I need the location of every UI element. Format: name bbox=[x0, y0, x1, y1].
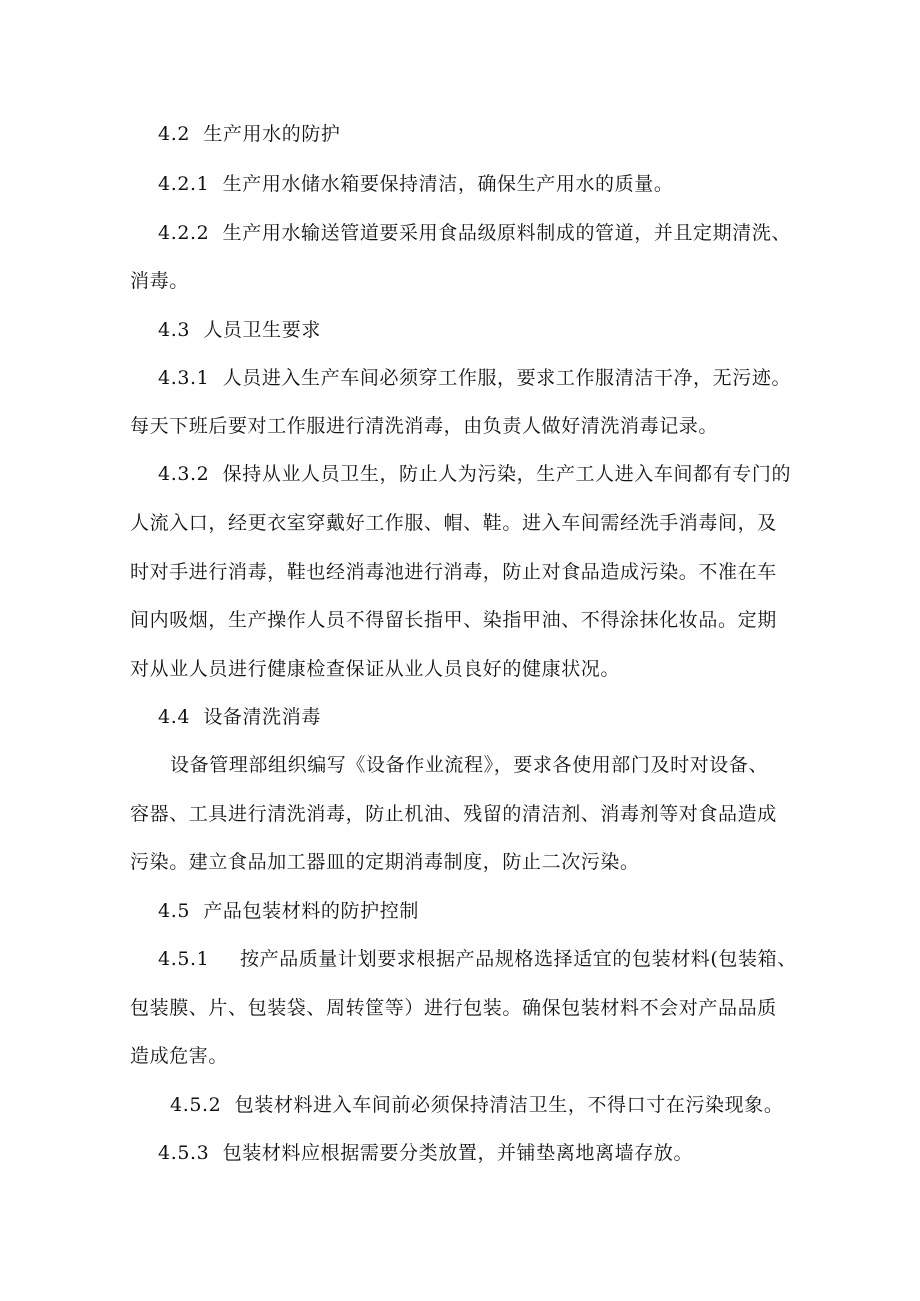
paragraph-text: 保持从业人员卫生，防止人为污染，生产工人进入车间都有专门的 bbox=[222, 463, 792, 485]
section-heading-4-2 bbox=[158, 122, 341, 146]
paragraph-text: 包装材料应根据需要分类放置，并铺垫离地离墙存放。 bbox=[222, 1142, 694, 1164]
section-heading-4-3 bbox=[158, 318, 321, 342]
section-title: 产品包装材料的防护控制 bbox=[203, 900, 419, 922]
paragraph-number: 4.2.2 bbox=[158, 222, 210, 244]
paragraph-text: 生产用水储水箱要保持清洁，确保生产用水的质量。 bbox=[222, 173, 674, 195]
paragraph-continuation: 间内吸烟，生产操作人员不得留长指甲、染指甲油、不得涂抹化妆品。定期 bbox=[130, 609, 777, 631]
section-title: 人员卫生要求 bbox=[203, 319, 321, 341]
paragraph-number: 4.2.1 bbox=[158, 173, 210, 195]
paragraph-number: 4.3.1 bbox=[158, 367, 210, 389]
paragraph-number: 4.5.2 bbox=[170, 1094, 222, 1116]
paragraph-4-5-2 bbox=[170, 1093, 783, 1117]
section-title: 生产用水的防护 bbox=[203, 123, 341, 145]
paragraph-4-3-1 bbox=[158, 366, 791, 390]
paragraph-continuation: 人流入口，经更衣室穿戴好工作服、帽、鞋。进入车间需经洗手消毒间，及 bbox=[130, 512, 777, 534]
section-title: 设备清洗消毒 bbox=[203, 706, 321, 728]
paragraph-continuation: 对从业人员进行健康检查保证从业人员良好的健康状况。 bbox=[130, 658, 621, 680]
paragraph-text: 人员进入生产车间必须穿工作服，要求工作服清洁干净，无污迹。 bbox=[222, 367, 792, 389]
paragraph-text: 包装材料进入车间前必须保持清洁卫生，不得口寸在污染现象。 bbox=[234, 1094, 784, 1116]
paragraph-text: 生产用水输送管道要采用食品级原料制成的管道，并且定期清洗、 bbox=[222, 222, 792, 244]
paragraph-4-5-3 bbox=[158, 1141, 693, 1165]
paragraph-4-3-2 bbox=[158, 462, 791, 486]
paragraph-4-4-text: 设备管理部组织编写《设备作业流程》，要求各使用部门及时对设备、 bbox=[170, 754, 769, 776]
paragraph-4-2-2 bbox=[158, 221, 791, 245]
section-number: 4.2 bbox=[158, 123, 191, 145]
paragraph-text: 按产品质量计划要求根据产品规格选择适宜的包装材料(包装箱、 bbox=[240, 948, 797, 970]
section-number: 4.4 bbox=[158, 706, 191, 728]
section-number: 4.3 bbox=[158, 319, 191, 341]
paragraph-continuation: 污染。建立食品加工器皿的定期消毒制度，防止二次污染。 bbox=[130, 851, 640, 873]
paragraph-number: 4.5.1 bbox=[158, 948, 210, 970]
paragraph-continuation: 消毒。 bbox=[130, 270, 189, 292]
paragraph-continuation: 包装膜、片、包装袋、周转筐等）进行包装。确保包装材料不会对产品品质 bbox=[130, 997, 777, 1019]
paragraph-continuation: 容器、工具进行清洗消毒，防止机油、残留的清洁剂、消毒剂等对食品造成 bbox=[130, 803, 777, 825]
paragraph-4-5-1 bbox=[158, 947, 797, 971]
paragraph-continuation: 时对手进行消毒，鞋也经消毒池进行消毒，防止对食品造成污染。不准在车 bbox=[130, 561, 777, 583]
paragraph-continuation: 每天下班后要对工作服进行清洗消毒，由负责人做好清洗消毒记录。 bbox=[130, 415, 719, 437]
section-heading-4-5 bbox=[158, 899, 419, 923]
paragraph-4-2-1 bbox=[158, 172, 673, 196]
paragraph-number: 4.5.3 bbox=[158, 1142, 210, 1164]
paragraph-number: 4.3.2 bbox=[158, 463, 210, 485]
section-heading-4-4 bbox=[158, 705, 321, 729]
paragraph-continuation: 造成危害。 bbox=[130, 1045, 229, 1067]
section-number: 4.5 bbox=[158, 900, 191, 922]
